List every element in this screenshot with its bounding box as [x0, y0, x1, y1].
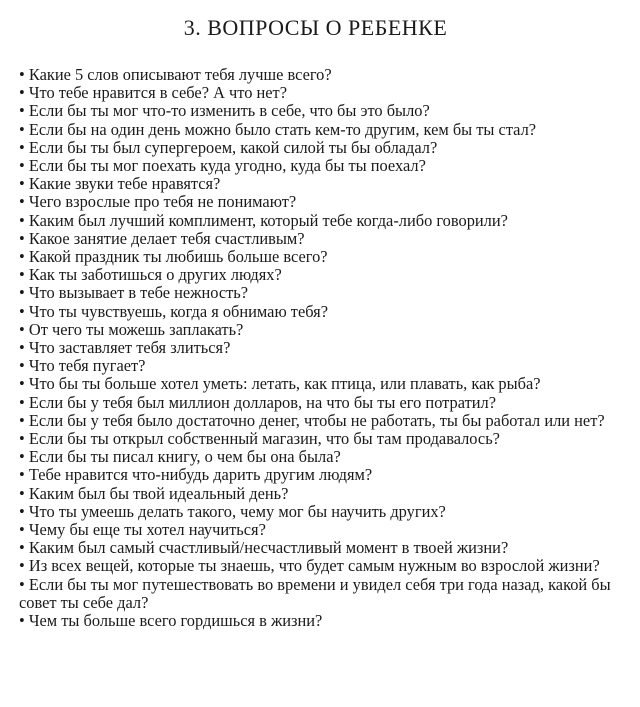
question-text: Какие звуки тебе нравятся?	[28, 174, 221, 194]
question-item	[19, 66, 630, 84]
bullet-icon: •	[19, 101, 25, 121]
bullet-icon: •	[19, 520, 25, 540]
question-item	[19, 157, 630, 175]
question-item	[19, 521, 630, 539]
question-text: Какое занятие делает тебя счастливым?	[28, 228, 305, 248]
question-text: Чего взрослые про тебя не понимают?	[28, 192, 297, 212]
question-item	[19, 612, 630, 630]
question-text: Каким был самый счастливый/несчастливый момент в твоей жизни?	[28, 538, 509, 558]
question-text: Если бы ты мог поехать куда угодно, куда бы ты поехал?	[28, 156, 426, 176]
question-item	[19, 193, 630, 211]
question-item	[19, 503, 630, 521]
question-item	[19, 357, 630, 375]
question-text: Чему бы еще ты хотел научиться?	[28, 520, 266, 540]
bullet-icon: •	[19, 538, 25, 558]
question-text: Какой праздник ты любишь больше всего?	[28, 247, 328, 267]
question-text: Тебе нравится что-нибудь дарить другим людям?	[28, 465, 373, 485]
bullet-icon: •	[19, 556, 25, 576]
bullet-icon: •	[19, 483, 25, 503]
bullet-icon: •	[19, 65, 25, 84]
question-text: Каким был лучший комплимент, который тебе когда-либо говорили?	[28, 210, 508, 230]
question-text: Каким был бы твой идеальный день?	[28, 483, 289, 503]
bullet-icon: •	[19, 392, 25, 412]
bullet-icon: •	[19, 465, 25, 485]
question-item	[19, 557, 630, 575]
question-item	[19, 539, 630, 557]
bullet-icon: •	[19, 247, 25, 267]
bullet-icon: •	[19, 374, 25, 394]
question-text: Что тебя пугает?	[28, 356, 146, 376]
bullet-icon: •	[19, 410, 25, 430]
bullet-icon: •	[19, 265, 25, 285]
question-text: Из всех вещей, которые ты знаешь, что будет самым нужным во взрослой жизни?	[28, 556, 600, 576]
question-text: От чего ты можешь заплакать?	[28, 319, 244, 339]
question-text: Если бы на один день можно было стать кем-то другим, кем бы ты стал?	[28, 119, 537, 139]
question-item	[19, 466, 630, 484]
question-item	[19, 430, 630, 448]
question-text: Если бы ты был супергероем, какой силой ты бы обладал?	[28, 137, 438, 157]
bullet-icon: •	[19, 83, 25, 103]
question-list	[19, 66, 630, 630]
question-item	[19, 121, 630, 139]
bullet-icon: •	[19, 137, 25, 157]
bullet-icon: •	[19, 447, 25, 467]
question-item	[19, 576, 630, 612]
question-item	[19, 339, 630, 357]
question-text: Что заставляет тебя злиться?	[28, 338, 231, 358]
question-item	[19, 84, 630, 102]
question-text: Чем ты больше всего гордишься в жизни?	[28, 611, 323, 631]
question-text: Если бы ты открыл собственный магазин, что бы там продавалось?	[28, 429, 500, 449]
bullet-icon: •	[19, 356, 25, 376]
question-text: Что ты чувствуешь, когда я обнимаю тебя?	[28, 301, 328, 321]
question-item	[19, 284, 630, 302]
question-text: Если бы ты мог путешествовать во времени и увидел себя три года назад, какой бы совет ты себе дал?	[19, 574, 611, 612]
question-item	[19, 485, 630, 503]
question-item	[19, 139, 630, 157]
question-text: Если бы ты мог что-то изменить в себе, что бы это было?	[28, 101, 430, 121]
question-item	[19, 230, 630, 248]
question-text: Что бы ты больше хотел уметь: летать, как птица, или плавать, как рыба?	[28, 374, 541, 394]
bullet-icon: •	[19, 119, 25, 139]
question-item	[19, 412, 630, 430]
question-item	[19, 321, 630, 339]
bullet-icon: •	[19, 501, 25, 521]
question-item	[19, 394, 630, 412]
bullet-icon: •	[19, 192, 25, 212]
question-text: Если бы у тебя был миллион долларов, на что бы ты его потратил?	[28, 392, 496, 412]
bullet-icon: •	[19, 156, 25, 176]
question-text: Если бы у тебя было достаточно денег, чтобы не работать, ты бы работал или нет?	[28, 410, 605, 430]
question-item	[19, 266, 630, 284]
bullet-icon: •	[19, 210, 25, 230]
question-item	[19, 102, 630, 120]
question-item	[19, 303, 630, 321]
question-text: Что тебе нравится в себе? А что нет?	[28, 83, 287, 103]
bullet-icon: •	[19, 283, 25, 303]
question-item	[19, 448, 630, 466]
question-item	[19, 248, 630, 266]
bullet-icon: •	[19, 429, 25, 449]
bullet-icon: •	[19, 338, 25, 358]
question-item	[19, 375, 630, 393]
question-text: Что вызывает в тебе нежность?	[28, 283, 249, 303]
bullet-icon: •	[19, 301, 25, 321]
section-title: 3. ВОПРОСЫ О РЕБЕНКЕ	[183, 15, 448, 40]
question-item	[19, 212, 630, 230]
bullet-icon: •	[19, 319, 25, 339]
bullet-icon: •	[19, 228, 25, 248]
question-text: Как ты заботишься о других людях?	[28, 265, 282, 285]
bullet-icon: •	[19, 174, 25, 194]
bullet-icon: •	[19, 611, 25, 631]
question-text: Если бы ты писал книгу, о чем бы она была?	[28, 447, 341, 467]
question-text: Какие 5 слов описывают тебя лучше всего?	[28, 65, 332, 84]
question-item	[19, 175, 630, 193]
bullet-icon: •	[19, 574, 25, 594]
question-text: Что ты умеешь делать такого, чему мог бы научить других?	[28, 501, 446, 521]
